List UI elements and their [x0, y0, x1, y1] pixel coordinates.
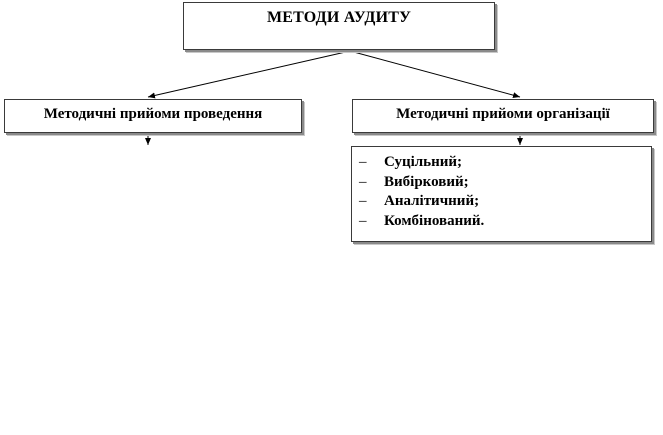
list-item [359, 173, 484, 193]
branch-label-organization-methods: Методичні прийоми організації [396, 106, 610, 122]
list-item [359, 153, 484, 173]
organization-methods-list-box [351, 146, 652, 242]
arrow-root-to-right [350, 51, 520, 97]
arrow-root-to-left [148, 51, 350, 97]
root-node-box [183, 2, 495, 50]
branch-label-conduct-methods: Методичні прийоми проведення [43, 106, 263, 122]
list-dash: – [359, 193, 367, 209]
list-dash: – [359, 173, 367, 190]
list-item-text: Аналітичний; [384, 193, 480, 209]
branch-box-organization-methods [352, 99, 654, 133]
list-item [359, 192, 484, 212]
list-item [359, 212, 484, 232]
list-item-text: Вибірковий; [384, 173, 469, 190]
list-item-text: Суцільний; [384, 154, 463, 170]
list-item-text: Комбінований. [384, 212, 485, 229]
list-dash: – [359, 212, 367, 229]
list-dash: – [359, 154, 367, 170]
root-node-label: МЕТОДИ АУДИТУ [266, 9, 412, 26]
branch-box-conduct-methods [4, 99, 302, 133]
organization-methods-list [359, 153, 484, 231]
